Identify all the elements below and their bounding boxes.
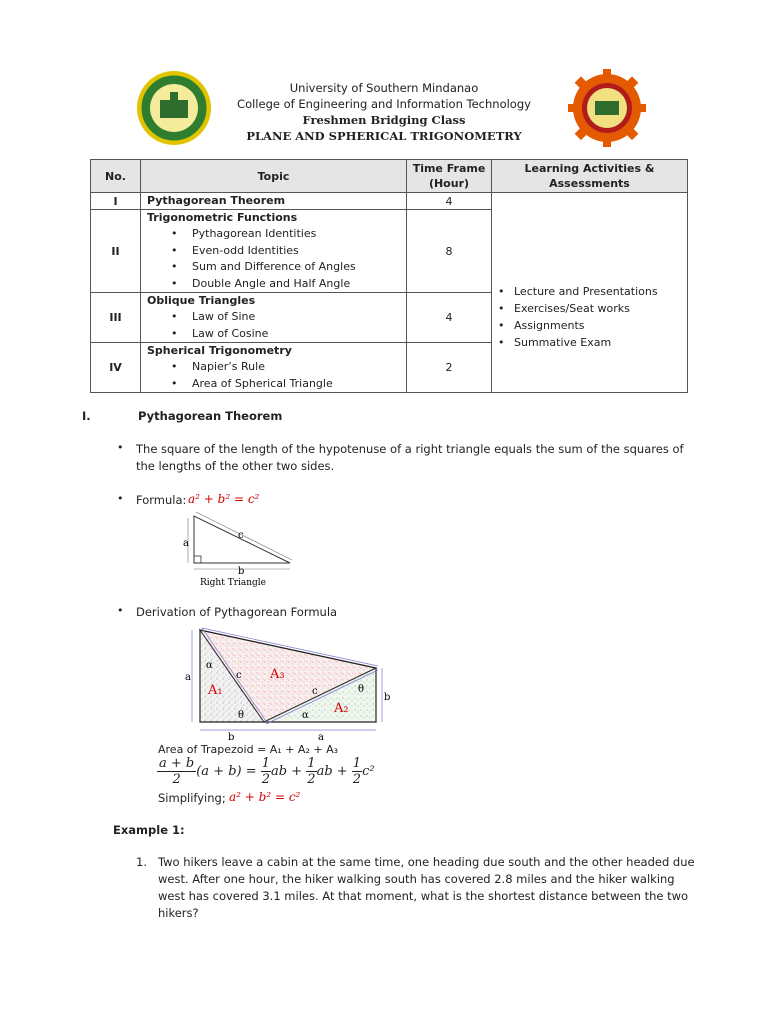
- bullet-dot: •: [117, 441, 124, 454]
- section-title: Pythagorean Theorem: [138, 409, 283, 423]
- trap-theta: θ: [238, 710, 245, 721]
- theorem-line-1: The square of the length of the hypotenuse of a right triangle equals the sum of the squares of: [136, 442, 684, 456]
- topic-title: Oblique Triangles: [147, 294, 256, 307]
- topic-title: Pythagorean Theorem: [147, 194, 286, 207]
- example-line-4: hikers?: [158, 906, 199, 920]
- subtopic: • Napier’s Rule: [147, 359, 406, 376]
- section-number: I.: [82, 409, 91, 423]
- triangle-label-c: c: [238, 530, 244, 541]
- topic-title: Spherical Trigonometry: [147, 344, 292, 357]
- example-title: Example 1:: [113, 823, 185, 837]
- area-a2: A₂: [334, 701, 349, 716]
- row-topic: [141, 293, 407, 343]
- row-topic: [141, 193, 407, 210]
- simplified-formula: a² + b² = c²: [229, 790, 301, 804]
- trap-label-b-right: b: [384, 692, 390, 703]
- trap-label-a: a: [185, 672, 191, 683]
- activity-item: • Assignments: [496, 317, 687, 334]
- activity-item: • Summative Exam: [496, 334, 687, 351]
- row-hours: 2: [407, 343, 492, 393]
- formula-expression: a² + b² = c²: [188, 492, 260, 506]
- trap-label-a-bottom: a: [318, 732, 324, 742]
- activity-item: • Exercises/Seat works: [496, 300, 687, 317]
- bullet-dot: •: [117, 604, 124, 617]
- header-activities: Learning Activities & Assessments: [492, 160, 688, 193]
- trap-label-c: c: [236, 670, 242, 681]
- example-line-3: west has covered 3.1 miles. At that moment, what is the shortest distance between the two: [158, 889, 689, 903]
- triangle-label-b: b: [238, 566, 245, 577]
- triangle-caption: Right Triangle: [200, 578, 267, 588]
- area-a3: A₃: [270, 667, 285, 682]
- row-topic: [141, 210, 407, 293]
- college-name: College of Engineering and Information Technology: [237, 97, 531, 111]
- derivation-label: Derivation of Pythagorean Formula: [136, 605, 338, 619]
- row-no: II: [91, 210, 141, 293]
- course-title: PLANE AND SPHERICAL TRIGONOMETRY: [246, 129, 522, 143]
- triangle-label-a: a: [183, 538, 189, 549]
- trapezoid-area-equation: $\frac{a + b}{2}$ (a + b) = $\frac{1}{2}$ ab + $\frac{1}{2}$ ab + $\frac{1}{2}$ c²: [159, 756, 375, 787]
- theorem-line-2: the lengths of the other two sides.: [136, 459, 335, 473]
- trap-theta-2: θ: [358, 684, 365, 695]
- row-no: III: [91, 293, 141, 343]
- area-a1: A₁: [208, 683, 223, 698]
- formula-label: Formula:: [136, 493, 187, 507]
- row-hours: 4: [407, 193, 492, 210]
- example-line-1: Two hikers leave a cabin at the same time, one heading due south and the other headed due: [158, 855, 695, 869]
- table-header-row: [91, 160, 688, 193]
- activity-item: • Lecture and Presentations: [496, 283, 687, 300]
- area-of-trapezoid: Area of Trapezoid = A₁ + A₂ + A₃: [158, 743, 339, 756]
- subtopic: • Pythagorean Identities: [147, 226, 406, 243]
- table-row: [91, 193, 688, 210]
- activities-cell: [492, 193, 688, 393]
- header-no: No.: [91, 160, 141, 193]
- row-topic: [141, 343, 407, 393]
- subtopic: • Sum and Difference of Angles: [147, 259, 406, 276]
- trap-label-b: b: [228, 732, 235, 742]
- trap-label-c-right: c: [312, 686, 318, 697]
- row-no: I: [91, 193, 141, 210]
- right-triangle-figure: [178, 508, 298, 590]
- row-hours: 8: [407, 210, 492, 293]
- subtopic: • Even-odd Identities: [147, 243, 406, 260]
- row-no: IV: [91, 343, 141, 393]
- simplifying-label: Simplifying;: [158, 791, 226, 805]
- row-hours: 4: [407, 293, 492, 343]
- example-line-2: west. After one hour, the hiker walking south has covered 2.8 miles and the hiker walking: [158, 872, 675, 886]
- subtopic: • Law of Cosine: [147, 326, 406, 343]
- topic-title: Trigonometric Functions: [147, 211, 298, 224]
- trap-alpha-2: α: [302, 710, 309, 721]
- trapezoid-figure: [180, 624, 390, 742]
- university-name: University of Southern Mindanao: [289, 81, 479, 95]
- example-number: 1.: [136, 855, 147, 869]
- subtopic: • Double Angle and Half Angle: [147, 276, 406, 293]
- subtopic: • Law of Sine: [147, 309, 406, 326]
- program-name: Freshmen Bridging Class: [302, 113, 466, 127]
- topics-table: [90, 159, 688, 393]
- bullet-dot: •: [117, 492, 124, 505]
- trap-alpha: α: [206, 660, 213, 671]
- subtopic: • Area of Spherical Triangle: [147, 376, 406, 393]
- header-time: Time Frame (Hour): [407, 160, 492, 193]
- header-topic: Topic: [141, 160, 407, 193]
